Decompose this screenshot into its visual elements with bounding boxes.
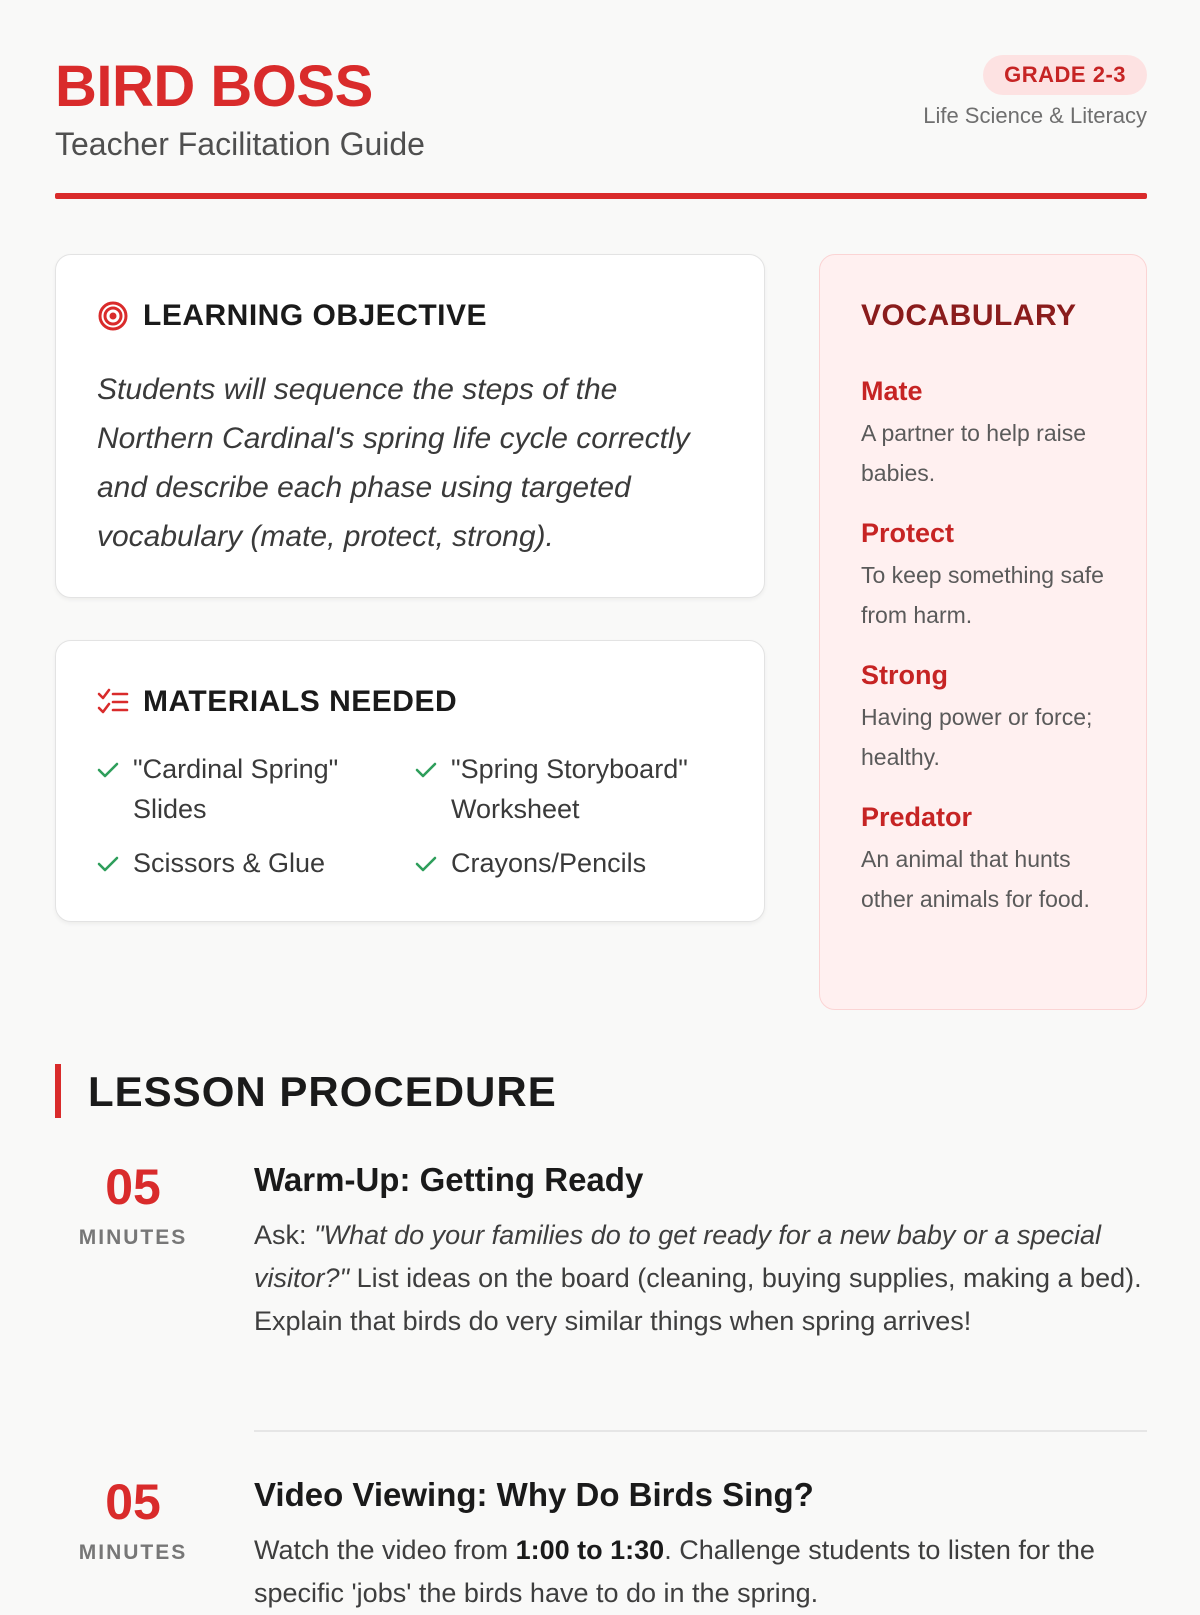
vocabulary-term: Strong: [861, 660, 948, 690]
step-text-part: List ideas on the board (cleaning, buying supplies, making a bed). Explain that birds do very similar things when spring arrives!: [254, 1263, 1142, 1336]
step-text-part: . Challenge students to listen for the specific 'jobs' the birds have to do in the spring.: [254, 1535, 1095, 1608]
heading-accent-bar: [55, 1064, 61, 1118]
grade-badge: GRADE 2-3: [983, 55, 1147, 95]
vocabulary-definition: A partner to help raise babies.: [861, 420, 1087, 486]
step-minutes-unit: MINUTES: [78, 1541, 188, 1564]
header-divider: [55, 193, 1147, 199]
step-minutes: 05: [105, 1474, 161, 1530]
vocabulary-term: Protect: [861, 518, 955, 548]
target-icon: [97, 300, 129, 332]
vocabulary-item: [861, 657, 1121, 777]
checkmark-icon: [415, 855, 437, 873]
material-item: [415, 843, 715, 883]
vocabulary-card: [819, 254, 1147, 1010]
step-text-part: 1:00 to 1:30: [515, 1535, 665, 1565]
page-title: BIRD BOSS: [55, 54, 373, 119]
step-duration: [55, 1475, 211, 1565]
material-item: [97, 843, 387, 883]
objective-text: Students will sequence the steps of the Northern Cardinal's spring life cycle correctly and describe each phase using targeted vocabulary (mate, protect, strong).: [97, 373, 690, 553]
objective-heading-text: LEARNING OBJECTIVE: [143, 299, 488, 332]
materials-heading: [97, 685, 457, 719]
material-label: "Cardinal Spring" Slides: [133, 754, 339, 824]
vocabulary-definition: Having power or force; healthy.: [861, 704, 1093, 770]
material-label: Crayons/Pencils: [451, 848, 647, 878]
material-label: "Spring Storyboard" Worksheet: [451, 754, 688, 824]
step-body: [254, 1160, 1147, 1343]
checklist-icon: [97, 686, 129, 718]
objective-heading: [97, 299, 487, 333]
step-description: [254, 1214, 1147, 1343]
vocabulary-heading: VOCABULARY: [861, 299, 1077, 332]
step-text-part: Ask:: [254, 1220, 315, 1250]
vocabulary-definition: An animal that hunts other animals for food.: [861, 846, 1090, 912]
step-minutes: 05: [105, 1159, 161, 1215]
step-divider: [254, 1430, 1147, 1432]
step-title: Warm-Up: Getting Ready: [254, 1161, 644, 1198]
vocabulary-list: [861, 373, 1121, 941]
vocabulary-item: [861, 515, 1121, 635]
vocabulary-term: Mate: [861, 376, 923, 406]
page-header: [55, 0, 1147, 200]
vocabulary-definition: To keep something safe from harm.: [861, 562, 1104, 628]
vocabulary-item: [861, 799, 1121, 919]
learning-objective-card: [55, 254, 765, 598]
lesson-procedure-title: LESSON PROCEDURE: [88, 1068, 557, 1115]
checkmark-icon: [415, 761, 437, 779]
step-description: [254, 1529, 1147, 1615]
step-text-part: Watch the video from: [254, 1535, 516, 1565]
vocabulary-term: Predator: [861, 802, 973, 832]
checkmark-icon: [97, 761, 119, 779]
material-label: Scissors & Glue: [133, 848, 326, 878]
guide-page: [55, 0, 1147, 1608]
materials-heading-text: MATERIALS NEEDED: [143, 685, 458, 718]
subject-label: Life Science & Literacy: [923, 103, 1147, 128]
checkmark-icon: [97, 855, 119, 873]
material-item: [415, 749, 715, 829]
step-minutes-unit: MINUTES: [78, 1226, 188, 1249]
step-title: Video Viewing: Why Do Birds Sing?: [254, 1476, 814, 1513]
step-body: [254, 1475, 1147, 1615]
vocabulary-item: [861, 373, 1121, 493]
page-subtitle: Teacher Facilitation Guide: [55, 126, 425, 162]
step-text-part: "What do your families do to get ready for a new baby or a special visitor?": [254, 1220, 1102, 1293]
step-duration: [55, 1160, 211, 1250]
material-item: [97, 749, 387, 829]
materials-card: [55, 640, 765, 922]
